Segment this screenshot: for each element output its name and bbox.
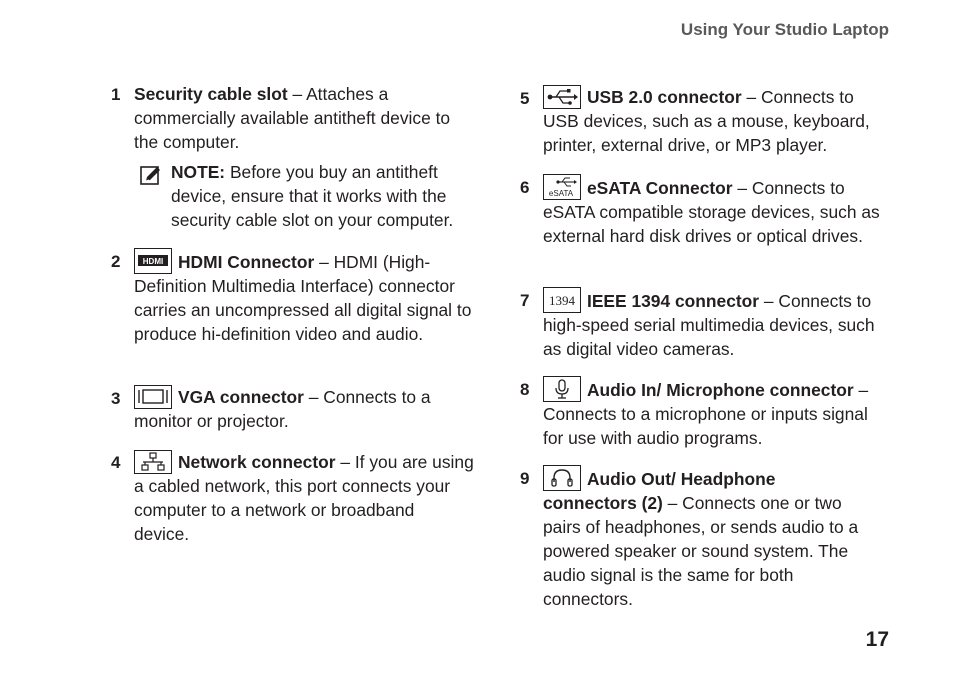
item-text [543,287,888,361]
esata-icon [543,174,581,200]
headphone-icon [543,465,581,491]
item-number: 4 [111,453,121,472]
item-number: 7 [520,291,530,310]
item-description: – Connects to a microphone or inputs signal for use with audio programs. [543,380,869,448]
item-description: – Connects to a monitor or projector. [134,387,431,431]
note-body: Before you buy an antitheft device, ensure that it works with the security cable slot on your computer. [171,162,454,230]
item-title: Audio In/ Microphone connector [587,380,854,400]
item-title: IEEE 1394 connector [587,291,760,311]
item-text [134,385,474,433]
ieee1394-icon [543,287,581,313]
vga-icon [134,385,172,409]
item-number: 8 [520,380,530,399]
item-number: 1 [111,85,121,104]
item-description: – Attaches a commercially available antitheft device to the computer. [134,84,451,152]
item-text [134,450,474,546]
hdmi-icon [134,248,172,274]
item-title: HDMI Connector [178,252,315,272]
item-number: 9 [520,469,530,488]
item-description: – Connects to eSATA compatible storage devices, such as external hard disk drives or optical drives. [543,178,880,246]
svg-text:eSATA: eSATA [548,189,574,198]
item-number: 2 [111,252,121,271]
page-number: 17 [865,628,889,651]
item-title: Audio Out/ Headphone connectors (2) [543,469,776,513]
note-label: NOTE: [171,162,226,182]
item-text [543,85,888,157]
microphone-icon [543,376,581,402]
item-text [543,465,863,611]
running-header: Using Your Studio Laptop [680,20,889,39]
item-description: – Connects to high-speed serial multimedia devices, such as digital video cameras. [543,291,875,359]
item-description: – Connects one or two pairs of headphones, or sends audio to a powered speaker or sound system. The audio signal is the same for both connectors. [543,493,859,609]
svg-text:HDMI: HDMI [142,257,164,266]
item-description: – If you are using a cabled network, this port connects your computer to a network or broadband device. [134,452,474,544]
network-icon [134,450,172,474]
item-number: 6 [520,178,530,197]
item-title: VGA connector [178,387,304,407]
note-text [171,160,475,232]
item-text [134,248,474,346]
item-description: – HDMI (High-Definition Multimedia Interface) connector carries an uncompressed all digital signal to produce hi-definition video and audio. [134,252,472,344]
item-text [543,376,888,450]
pencil-note-icon [140,164,162,186]
svg-text:1394: 1394 [549,293,575,308]
item-number: 3 [111,389,121,408]
item-title: Network connector [178,452,336,472]
item-text [134,82,474,154]
item-number: 5 [520,89,530,108]
usb-icon [543,85,581,109]
item-title: Security cable slot [134,84,288,104]
item-text [543,174,888,248]
item-description: – Connects to USB devices, such as a mouse, keyboard, printer, external drive, or MP3 player. [543,87,870,155]
note-block [140,160,475,232]
item-title: eSATA Connector [587,178,733,198]
item-title: USB 2.0 connector [587,87,742,107]
